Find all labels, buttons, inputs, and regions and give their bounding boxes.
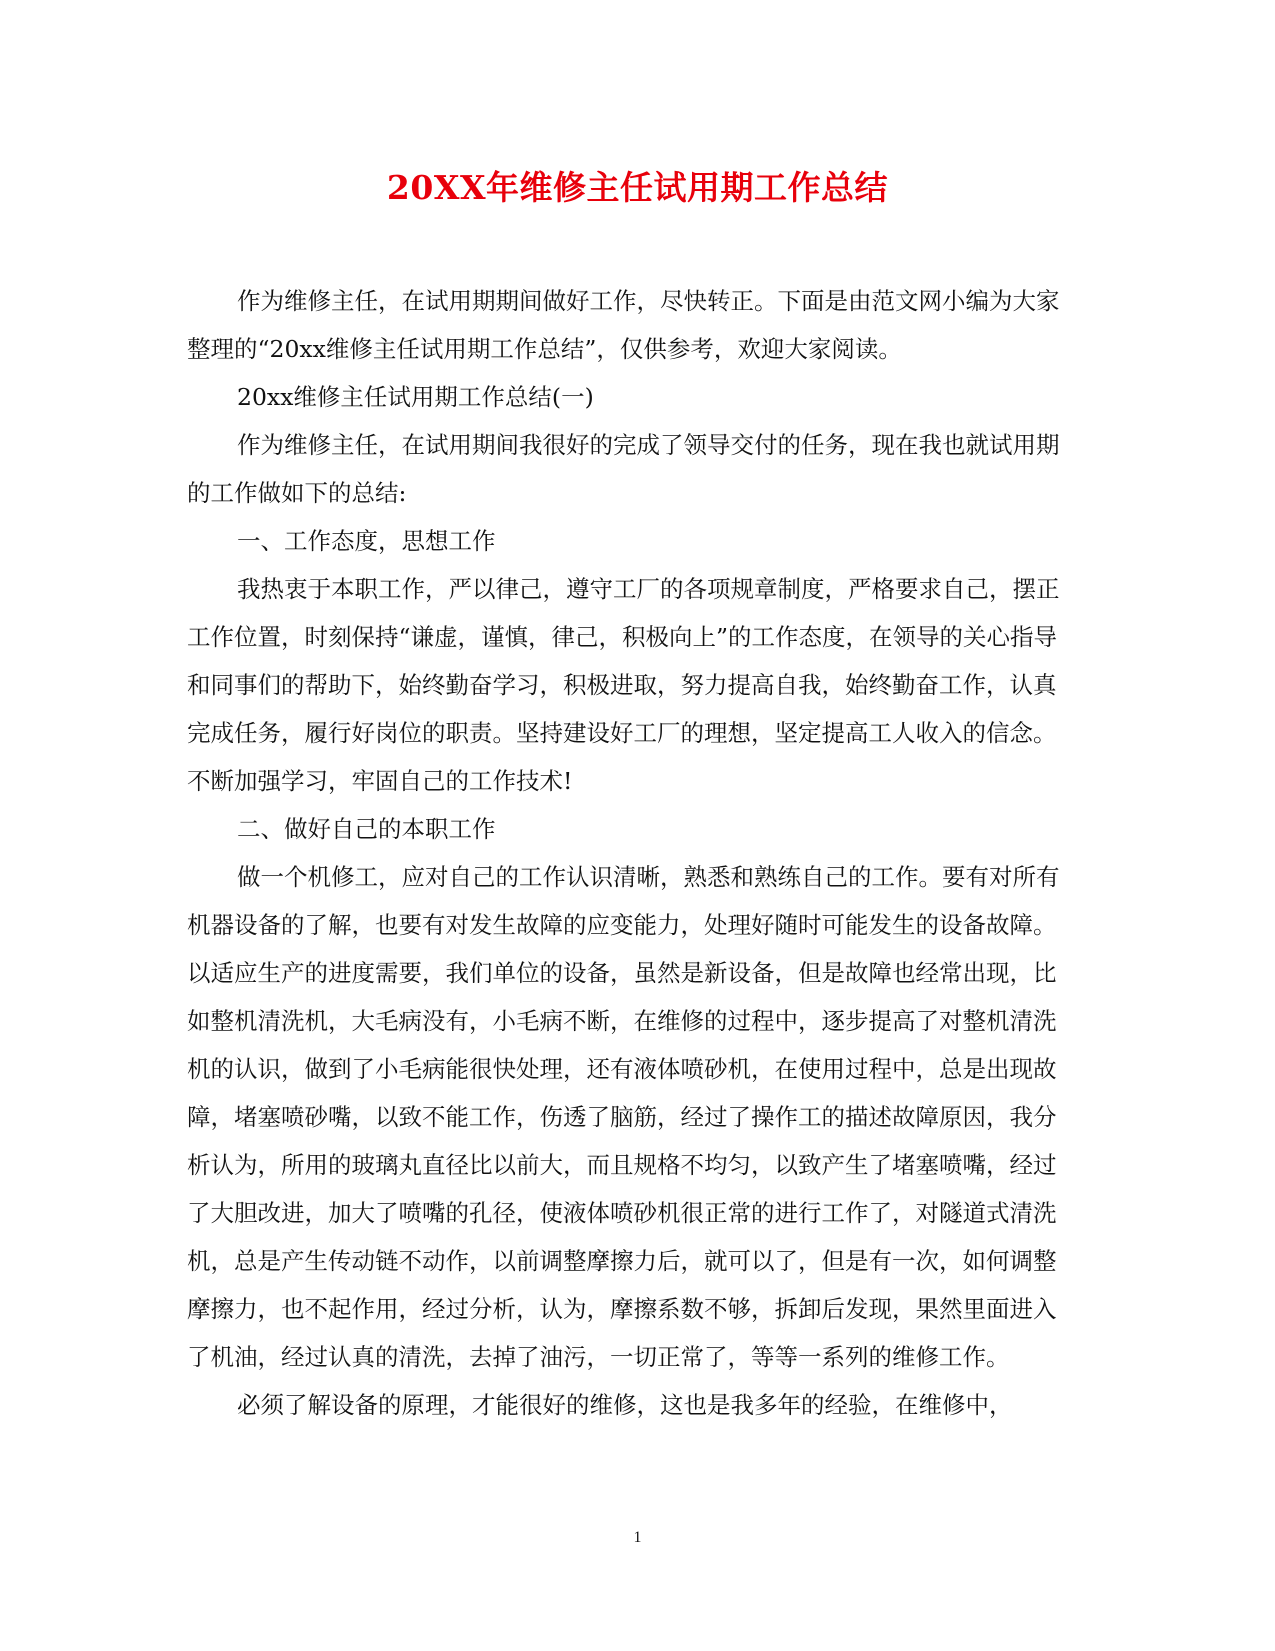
body-paragraph: 我热衷于本职工作，严以律己，遵守工厂的各项规章制度，严格要求自己，摆正工作位置，时刻保持“谦虚，谨慎，律己，积极向上”的工作态度，在领导的关心指导和同事们的帮助下，始终勤奋学习，积极进取，努力提高自我，始终勤奋工作，认真完成任务，履行好岗位的职责。坚持建设好工厂的理想，坚定提高工人收入的信念。不断加强学习，牢固自己的工作技术! — [187, 575, 1060, 795]
body-paragraph: 做一个机修工，应对自己的工作认识清晰，熟悉和熟练自己的工作。要有对所有机器设备的了解，也要有对发生故障的应变能力，处理好随时可能发生的设备故障。以适应生产的进度需要，我们单位的设备，虽然是新设备，但是故障也经常出现，比如整机清洗机，大毛病没有，小毛病不断，在维修的过程中，逐步提高了对整机清洗机的认识，做到了小毛病能很快处理，还有液体喷砂机，在使用过程中，总是出现故障，堵塞喷砂嘴，以致不能工作，伤透了脑筋，经过了操作工的描述故障原因，我分析认为，所用的玻璃丸直径比以前大，而且规格不均匀，以致产生了堵塞喷嘴，经过了大胆改进，加大了喷嘴的孔径，使液体喷砂机很正常的进行工作了，对隧道式清洗机，总是产生传动链不动作，以前调整摩擦力后，就可以了，但是有一次，如何调整摩擦力，也不起作用，经过分析，认为，摩擦系数不够，拆卸后发现，果然里面进入了机油，经过认真的清洗，去掉了油污，一切正常了，等等一系列的维修工作。 — [187, 863, 1060, 1371]
document-body — [187, 277, 1063, 1429]
intro-paragraph: 作为维修主任，在试用期期间做好工作，尽快转正。下面是由范文网小编为大家整理的“20xx维修主任试用期工作总结”，仅供参考，欢迎大家阅读。 — [187, 287, 1060, 363]
page-number: 1 — [633, 1529, 642, 1546]
document-title: 20XX年维修主任试用期工作总结 — [386, 168, 889, 207]
section-heading: 20xx维修主任试用期工作总结(一) — [237, 383, 594, 411]
body-paragraph: 作为维修主任，在试用期间我很好的完成了领导交付的任务，现在我也就试用期的工作做如下的总结: — [187, 431, 1060, 507]
subsection-heading: 一、工作态度，思想工作 — [237, 527, 496, 555]
subsection-heading: 二、做好自己的本职工作 — [237, 815, 496, 843]
body-paragraph: 必须了解设备的原理，才能很好的维修，这也是我多年的经验，在维修中， — [237, 1391, 1013, 1419]
